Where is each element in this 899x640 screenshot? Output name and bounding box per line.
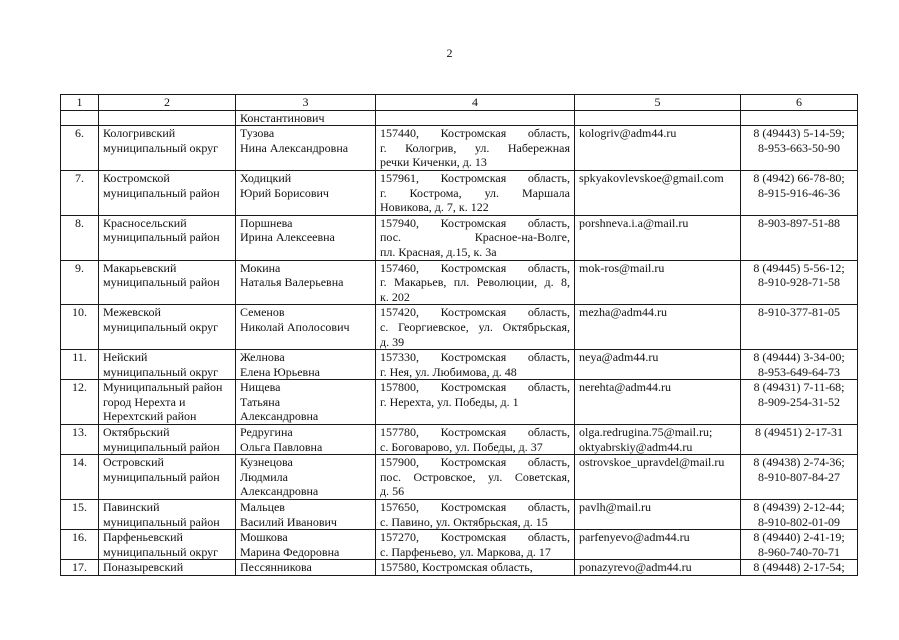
head-name-line: Ольга Павловна: [240, 439, 323, 454]
municipality-line: Октябрьский: [103, 425, 170, 440]
email-cell: [575, 500, 741, 530]
head-name-line: Ирина Алексеевна: [240, 230, 335, 245]
address-cell: [376, 500, 575, 530]
address-line: 157270, Костромская область,: [380, 530, 570, 545]
row-number: 7.: [61, 170, 99, 215]
address-cell: [376, 530, 575, 560]
address-line: с. Георгиевское, ул. Октябрьская,: [380, 319, 570, 334]
head-name-line: Редругина: [240, 425, 293, 440]
head-name-line: Поршнева: [240, 215, 293, 230]
row-number: 12.: [61, 380, 99, 425]
address-line: 157460, Костромская область,: [380, 260, 570, 275]
phone-line: 8 (49439) 2-12-44;: [753, 500, 845, 515]
table-row: [61, 350, 858, 380]
head-name-line: Татьяна: [240, 394, 281, 409]
head-name-line: Василий Иванович: [240, 514, 337, 529]
address-line: д. 39: [380, 334, 405, 349]
head-name-line: Нищева: [240, 380, 281, 395]
municipality-line: город Нерехта и: [103, 394, 186, 409]
phone-line: 8-915-916-46-36: [758, 185, 840, 200]
head-name-cell: [236, 350, 376, 380]
address-line: 157330, Костромская область,: [380, 350, 570, 365]
phone-line: 8 (4942) 66-78-80;: [753, 170, 845, 185]
row-number: 16.: [61, 530, 99, 560]
table-row: [61, 530, 858, 560]
row-number: 9.: [61, 260, 99, 305]
email-cell: [575, 260, 741, 305]
phone-cell: [741, 560, 858, 576]
address-line: 157940, Костромская область,: [380, 215, 570, 230]
municipality-line: Нейский: [103, 350, 148, 365]
header-cell: 3: [236, 95, 376, 111]
email-line: ostrovskoe_upravdel@mail.ru: [579, 455, 725, 470]
row-number: 11.: [61, 350, 99, 380]
email-cell: [575, 560, 741, 576]
head-name-cell: [236, 560, 376, 576]
email-line: pavlh@mail.ru: [579, 500, 652, 515]
head-name-line: Мокина: [240, 260, 281, 275]
empty-cell: [61, 110, 99, 126]
address-line: пос. Красное-на-Волге,: [380, 230, 570, 245]
phone-cell: [741, 350, 858, 380]
address-line: 157650, Костромская область,: [380, 500, 570, 515]
municipality-line: муниципальный район: [103, 230, 220, 245]
row-number: 8.: [61, 215, 99, 260]
head-name-cell: [236, 305, 376, 350]
phone-line: 8 (49431) 7-11-68;: [753, 380, 845, 395]
email-line: porshneva.i.a@mail.ru: [579, 215, 689, 230]
address-line: пос. Островское, ул. Советская,: [380, 469, 570, 484]
phone-line: 8 (49448) 2-17-54;: [753, 560, 845, 575]
head-name-line: Семенов: [240, 305, 285, 320]
address-cell: [376, 215, 575, 260]
phone-cell: [741, 215, 858, 260]
head-name-cell: [236, 530, 376, 560]
email-line: olga.redrugina.75@mail.ru;: [579, 425, 713, 440]
phone-line: 8-910-807-84-27: [758, 469, 840, 484]
head-name-line: Тузова: [240, 126, 275, 141]
municipality-line: Поназыревский: [103, 560, 184, 575]
head-name-line: Людмила: [240, 469, 288, 484]
phone-cell: [741, 260, 858, 305]
address-line: д. 56: [380, 484, 405, 499]
header-row: [61, 95, 858, 111]
head-name-line: Наталья Валерьевна: [240, 275, 344, 290]
email-cell: [575, 425, 741, 455]
address-line: речки Киченки, д. 13: [380, 155, 487, 170]
address-line: с. Парфеньево, ул. Маркова, д. 17: [380, 544, 551, 559]
phone-line: 8-903-897-51-88: [758, 215, 840, 230]
municipality-line: Межевской: [103, 305, 161, 320]
head-name-cell: [236, 380, 376, 425]
head-name-line: Юрий Борисович: [240, 185, 329, 200]
table-row: [61, 126, 858, 171]
header-cell: 4: [376, 95, 575, 111]
municipality-line: Кологривский: [103, 126, 176, 141]
municipality-line: муниципальный округ: [103, 544, 219, 559]
phone-cell: [741, 425, 858, 455]
phone-cell: [741, 305, 858, 350]
municipality-line: Костромской: [103, 170, 170, 185]
municipality-line: муниципальный округ: [103, 319, 219, 334]
head-name-cell: [236, 500, 376, 530]
address-line: с. Павино, ул. Октябрьская, д. 15: [380, 514, 548, 529]
table-row: [61, 170, 858, 215]
municipality-line: муниципальный район: [103, 469, 220, 484]
phone-line: 8 (49443) 5-14-59;: [753, 126, 845, 141]
head-name-line: Александровна: [240, 484, 319, 499]
address-line: 157800, Костромская область,: [380, 380, 570, 395]
phone-line: 8-910-377-81-05: [758, 305, 840, 320]
table-row: [61, 380, 858, 425]
municipality-line: муниципальный район: [103, 275, 220, 290]
address-cell: [376, 425, 575, 455]
head-name-line: Александровна: [240, 409, 319, 424]
municipality-cell: [99, 560, 236, 576]
address-line: к. 202: [380, 289, 410, 304]
head-name-line: Николай Аполосович: [240, 319, 350, 334]
municipality-line: Парфеньевский: [103, 530, 183, 545]
municipality-cell: [99, 126, 236, 171]
email-cell: [575, 350, 741, 380]
municipality-line: муниципальный район: [103, 439, 220, 454]
phone-line: 8-910-928-71-58: [758, 275, 840, 290]
address-cell: [376, 455, 575, 500]
empty-cell: [741, 110, 858, 126]
municipality-cell: [99, 350, 236, 380]
phone-cell: [741, 170, 858, 215]
address-line: г. Кострома, ул. Маршала: [380, 185, 570, 200]
head-name-line: Елена Юрьевна: [240, 364, 320, 379]
municipality-cell: [99, 425, 236, 455]
table-body: [61, 95, 858, 576]
head-name-cell: [236, 215, 376, 260]
address-cell: [376, 380, 575, 425]
table-row: [61, 455, 858, 500]
phone-line: 8 (49440) 2-41-19;: [753, 530, 845, 545]
phone-cell: [741, 126, 858, 171]
head-name-line: Ходицкий: [240, 170, 292, 185]
phone-line: 8 (49438) 2-74-36;: [753, 455, 845, 470]
header-cell: 6: [741, 95, 858, 111]
phone-line: 8-909-254-31-52: [758, 394, 840, 409]
page-number: 2: [446, 46, 453, 60]
municipality-cell: [99, 215, 236, 260]
header-cell: 2: [99, 95, 236, 111]
address-line: г. Кологрив, ул. Набережная: [380, 140, 570, 155]
row-number: 13.: [61, 425, 99, 455]
address-line: 157780, Костромская область,: [380, 425, 570, 440]
municipality-cell: [99, 305, 236, 350]
row-number: 6.: [61, 126, 99, 171]
table-row: [61, 500, 858, 530]
head-name-cell: [236, 455, 376, 500]
municipality-line: Красносельский: [103, 215, 187, 230]
table-row: [61, 215, 858, 260]
address-line: Новикова, д. 7, к. 122: [380, 200, 489, 215]
head-name-cell: [236, 170, 376, 215]
municipality-line: Островский: [103, 455, 164, 470]
municipality-line: Макарьевский: [103, 260, 177, 275]
row-number: 10.: [61, 305, 99, 350]
phone-line: 8-953-663-50-90: [758, 140, 840, 155]
address-line: 157900, Костромская область,: [380, 455, 570, 470]
phone-line: 8 (49444) 3-34-00;: [753, 350, 845, 365]
phone-line: 8 (49451) 2-17-31: [755, 425, 843, 440]
email-line: kologriv@adm44.ru: [579, 126, 677, 141]
head-name-line: Пессянникова: [240, 560, 312, 575]
address-line: г. Нерехта, ул. Победы, д. 1: [380, 394, 519, 409]
row-number: 14.: [61, 455, 99, 500]
address-line: 157580, Костромская область,: [380, 560, 533, 575]
phone-cell: [741, 500, 858, 530]
email-line: mok-ros@mail.ru: [579, 260, 665, 275]
municipality-cell: [99, 170, 236, 215]
municipality-line: Павинский: [103, 500, 160, 515]
municipality-line: муниципальный район: [103, 514, 220, 529]
email-cell: [575, 305, 741, 350]
table-row: [61, 305, 858, 350]
address-line: 157440, Костромская область,: [380, 126, 570, 141]
head-name-line: Мошкова: [240, 530, 288, 545]
email-cell: [575, 530, 741, 560]
head-name-line: Мальцев: [240, 500, 285, 515]
email-cell: [575, 170, 741, 215]
municipality-line: Муниципальный район: [103, 380, 223, 395]
continuation-row: [61, 110, 858, 126]
table-row: [61, 260, 858, 305]
table-row: [61, 425, 858, 455]
municipality-cell: [99, 455, 236, 500]
email-line: parfenyevo@adm44.ru: [579, 530, 690, 545]
address-cell: [376, 170, 575, 215]
municipality-cell: [99, 530, 236, 560]
email-line: ponazyrevo@adm44.ru: [579, 560, 692, 575]
table-row: [61, 560, 858, 576]
email-line: oktyabrskiy@adm44.ru: [579, 439, 693, 454]
address-line: с. Боговарово, ул. Победы, д. 37: [380, 439, 543, 454]
municipality-cell: [99, 500, 236, 530]
header-cell: 5: [575, 95, 741, 111]
head-name-cell: Константинович: [236, 110, 376, 126]
header-cell: 1: [61, 95, 99, 111]
email-line: nerehta@adm44.ru: [579, 380, 672, 395]
phone-cell: [741, 380, 858, 425]
phone-line: 8-910-802-01-09: [758, 514, 840, 529]
email-line: spkyakovlevskoe@gmail.com: [579, 170, 724, 185]
email-line: mezha@adm44.ru: [579, 305, 668, 320]
municipality-cell: [99, 380, 236, 425]
email-cell: [575, 380, 741, 425]
phone-cell: [741, 530, 858, 560]
phone-line: 8 (49445) 5-56-12;: [753, 260, 845, 275]
email-cell: [575, 126, 741, 171]
empty-cell: [575, 110, 741, 126]
address-cell: [376, 560, 575, 576]
email-cell: [575, 455, 741, 500]
address-line: пл. Красная, д.15, к. 3а: [380, 244, 497, 259]
phone-cell: [741, 455, 858, 500]
municipality-line: Нерехтский район: [103, 409, 197, 424]
head-name-line: Марина Федоровна: [240, 544, 340, 559]
row-number: 15.: [61, 500, 99, 530]
address-cell: [376, 126, 575, 171]
email-cell: [575, 215, 741, 260]
address-line: 157420, Костромская область,: [380, 305, 570, 320]
municipality-cell: [99, 260, 236, 305]
empty-cell: [376, 110, 575, 126]
head-name-line: Кузнецова: [240, 455, 293, 470]
email-line: neya@adm44.ru: [579, 350, 659, 365]
empty-cell: [99, 110, 236, 126]
phone-line: 8-960-740-70-71: [758, 544, 840, 559]
phone-line: 8-953-649-64-73: [758, 364, 840, 379]
officials-table: [60, 94, 858, 576]
head-name-cell: [236, 126, 376, 171]
head-name-cell: [236, 260, 376, 305]
municipality-line: муниципальный округ: [103, 364, 219, 379]
row-number: 17.: [61, 560, 99, 576]
municipality-line: муниципальный округ: [103, 140, 219, 155]
address-cell: [376, 305, 575, 350]
head-name-line: Желнова: [240, 350, 285, 365]
address-line: 157961, Костромская область,: [380, 170, 570, 185]
head-name-line: Нина Александровна: [240, 140, 349, 155]
head-name-cell: [236, 425, 376, 455]
address-cell: [376, 260, 575, 305]
municipality-line: муниципальный район: [103, 185, 220, 200]
address-line: г. Макарьев, пл. Революции, д. 8,: [380, 275, 570, 290]
address-line: г. Нея, ул. Любимова, д. 48: [380, 364, 517, 379]
address-cell: [376, 350, 575, 380]
